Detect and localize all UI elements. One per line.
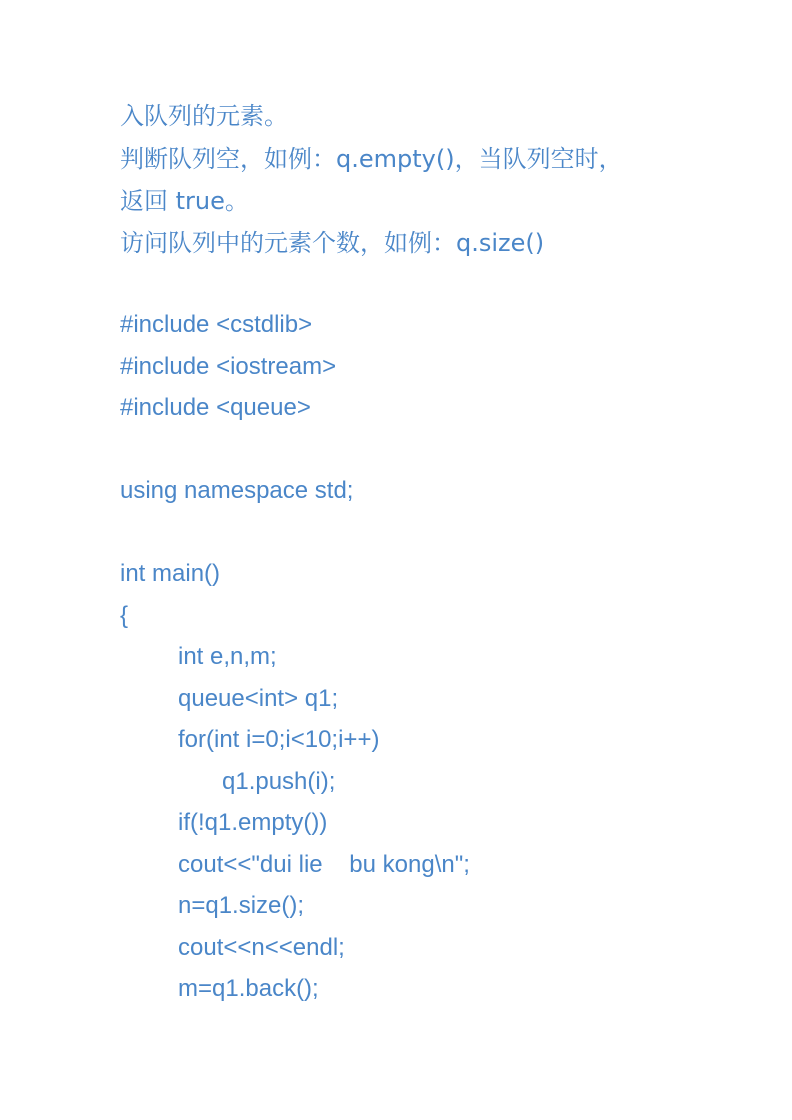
code-push-call: q1.push(i); — [222, 768, 336, 795]
code-decl-vars: int e,n,m; — [178, 643, 277, 670]
code-include-queue: #include <queue> — [120, 394, 311, 421]
code-using-namespace: using namespace std; — [120, 477, 354, 504]
code-if-empty: if(!q1.empty()) — [178, 809, 328, 836]
code-decl-queue: queue<int> q1; — [178, 685, 339, 712]
text-line-1: 入队列的元素。 — [120, 102, 288, 130]
text-line-2: 判断队列空，如例：q.empty()，当队列空时， — [120, 145, 623, 173]
code-include-cstdlib: #include <cstdlib> — [120, 311, 313, 338]
code-size-assign: n=q1.size(); — [178, 892, 305, 919]
code-include-iostream: #include <iostream> — [120, 353, 337, 380]
text-line-3: 返回 true。 — [120, 187, 249, 215]
code-main-signature: int main() — [120, 560, 221, 587]
code-open-brace: { — [120, 602, 129, 629]
code-cout-n: cout<<n<<endl; — [178, 934, 345, 961]
code-back-assign: m=q1.back(); — [178, 975, 319, 1002]
code-cout-message: cout<<"dui lie bu kong\n"; — [178, 851, 470, 878]
text-line-4: 访问队列中的元素个数，如例：q.size() — [120, 229, 545, 257]
code-for-loop: for(int i=0;i<10;i++) — [178, 726, 380, 753]
